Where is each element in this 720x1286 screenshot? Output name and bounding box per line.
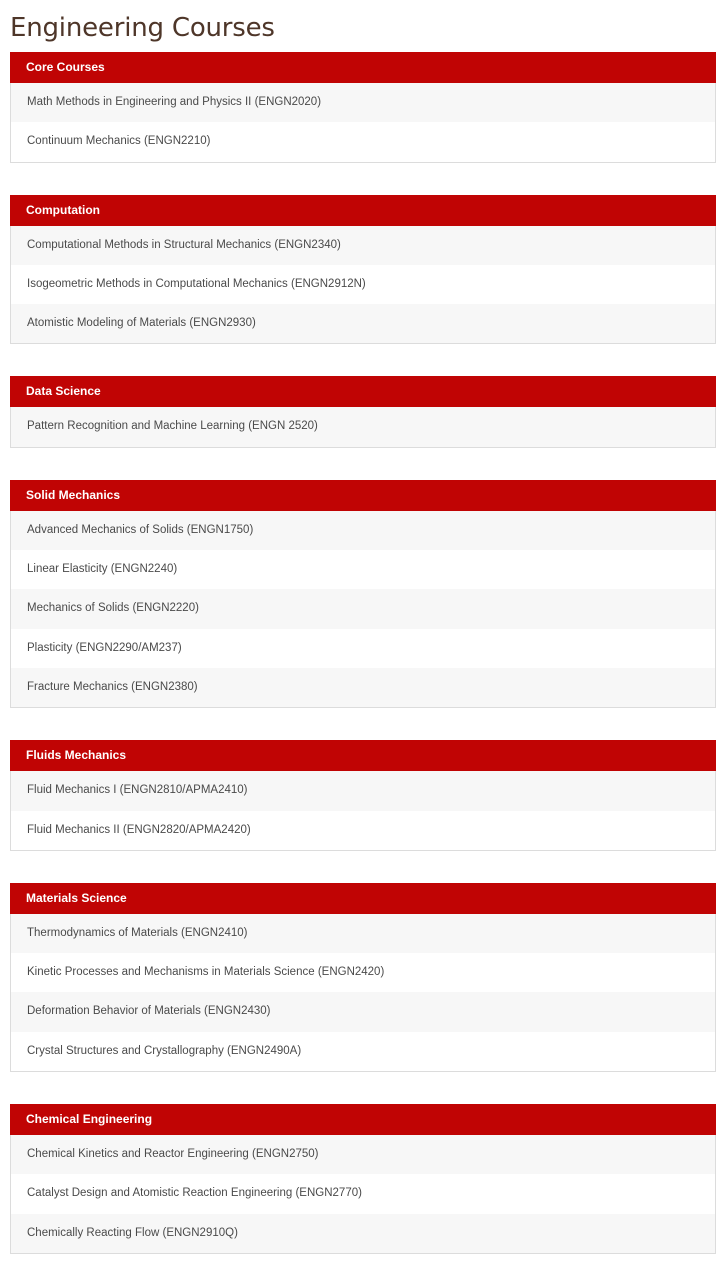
course-item[interactable]: Advanced Mechanics of Solids (ENGN1750) (11, 511, 715, 550)
course-group-chemical-engineering (10, 1104, 716, 1254)
course-item[interactable]: Atomistic Modeling of Materials (ENGN2930) (11, 304, 715, 343)
course-group-computation (10, 195, 716, 345)
course-item[interactable]: Continuum Mechanics (ENGN2210) (11, 122, 715, 161)
course-item[interactable]: Fluid Mechanics II (ENGN2820/APMA2420) (11, 811, 715, 850)
group-header-core-courses[interactable]: Core Courses (10, 52, 716, 83)
course-item[interactable]: Chemically Reacting Flow (ENGN2910Q) (11, 1214, 715, 1253)
group-header-computation[interactable]: Computation (10, 195, 716, 226)
course-item[interactable]: Isogeometric Methods in Computational Mechanics (ENGN2912N) (11, 265, 715, 304)
course-list (11, 511, 715, 707)
group-header-materials-science[interactable]: Materials Science (10, 883, 716, 914)
course-list (11, 914, 715, 1071)
course-item[interactable]: Kinetic Processes and Mechanisms in Materials Science (ENGN2420) (11, 953, 715, 992)
course-group-core-courses (10, 52, 716, 163)
group-header-solid-mechanics[interactable]: Solid Mechanics (10, 480, 716, 511)
course-group-solid-mechanics (10, 480, 716, 708)
course-item[interactable]: Chemical Kinetics and Reactor Engineering (ENGN2750) (11, 1135, 715, 1174)
course-item[interactable]: Computational Methods in Structural Mechanics (ENGN2340) (11, 226, 715, 265)
course-list (11, 83, 715, 162)
page-title: Engineering Courses (10, 13, 275, 43)
group-header-data-science[interactable]: Data Science (10, 376, 716, 407)
course-group-fluids-mechanics (10, 740, 716, 851)
course-groups (10, 52, 716, 1286)
course-item[interactable]: Math Methods in Engineering and Physics II (ENGN2020) (11, 83, 715, 122)
group-header-fluids-mechanics[interactable]: Fluids Mechanics (10, 740, 716, 771)
course-list (11, 771, 715, 850)
course-item[interactable]: Plasticity (ENGN2290/AM237) (11, 629, 715, 668)
course-item[interactable]: Crystal Structures and Crystallography (ENGN2490A) (11, 1032, 715, 1071)
course-item[interactable]: Linear Elasticity (ENGN2240) (11, 550, 715, 589)
course-list (11, 407, 715, 446)
course-item[interactable]: Fracture Mechanics (ENGN2380) (11, 668, 715, 707)
course-item[interactable]: Deformation Behavior of Materials (ENGN2430) (11, 992, 715, 1031)
course-item[interactable]: Catalyst Design and Atomistic Reaction Engineering (ENGN2770) (11, 1174, 715, 1213)
course-list (11, 226, 715, 344)
course-item[interactable]: Pattern Recognition and Machine Learning (ENGN 2520) (11, 407, 715, 446)
course-item[interactable]: Mechanics of Solids (ENGN2220) (11, 589, 715, 628)
course-group-data-science (10, 376, 716, 447)
course-list (11, 1135, 715, 1253)
course-item[interactable]: Fluid Mechanics I (ENGN2810/APMA2410) (11, 771, 715, 810)
course-item[interactable]: Thermodynamics of Materials (ENGN2410) (11, 914, 715, 953)
course-group-materials-science (10, 883, 716, 1072)
group-header-chemical-engineering[interactable]: Chemical Engineering (10, 1104, 716, 1135)
